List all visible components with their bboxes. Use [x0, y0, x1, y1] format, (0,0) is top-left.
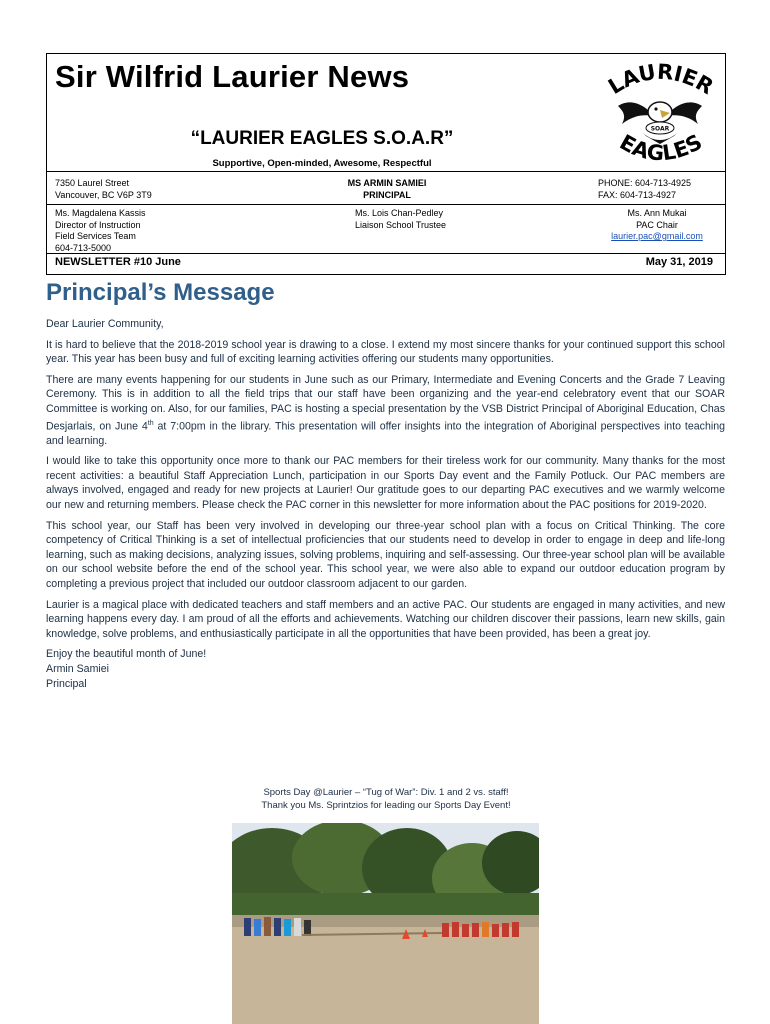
section-heading: Principal’s Message	[46, 279, 275, 306]
paragraph: Laurier is a magical place with dedicated teachers and staff members and an active PAC. Our students are engaged in many activities, and new learning happens every day. I am proud of all the efforts and achievements. Watching our children discover their passions, learn new skills, gain knowledge, solve problems, and enthusiastically participate in all the opportunities that have been provided, has been a great joy.	[46, 598, 725, 640]
svg-text:SOAR: SOAR	[650, 125, 670, 133]
header-divider	[47, 204, 725, 205]
svg-text:LAURIER: LAURIER	[604, 59, 718, 100]
events-paragraph: There are many events happening for our students in June such as our Primary, Intermediate and Evening Concerts and the Grade 7 Leaving Ceremony. This is in addition to all the field trips that our staff have been organizing and the year-end celebratory event that our SOAR Committee is working on. Also, for our families, PAC is hosting a special presentation by the VSB District Principal of Aboriginal Education, Chas Desjarlais, on June 4th at 7:00pm in the library. This presentation will offer insights into the integration of Aboriginal perspectives into teaching and learning.	[46, 373, 725, 447]
newsletter-date: May 31, 2019	[645, 256, 713, 268]
svg-text:EAGLES: EAGLES	[615, 129, 707, 166]
signature: Enjoy the beautiful month of June! Armin Samiei Principal	[46, 648, 207, 690]
photo-caption: Sports Day @Laurier – “Tug of War”: Div. 1 and 2 vs. staff! Thank you Ms. Sprintzios for leading our Sports Day Event!	[261, 787, 511, 811]
paragraph: It is hard to believe that the 2018-2019 school year is drawing to a close. I extend my most sincere thanks for your continued support this school year. This year has been busy and full of exciting learning activities offering our students many opportunities.	[46, 338, 725, 366]
school-motto: “LAURIER EAGLES S.O.A.R”	[190, 128, 454, 149]
principal-message	[46, 317, 725, 691]
header-divider	[47, 253, 725, 254]
newsletter-title: Sir Wilfrid Laurier News	[55, 59, 410, 94]
laurier-eagles-logo	[598, 58, 722, 174]
school-values: Supportive, Open-minded, Awesome, Respectful	[212, 158, 432, 169]
sports-day-photo	[232, 823, 539, 1024]
trustee-block: Ms. Lois Chan-Pedley Liaison School Trustee	[355, 208, 447, 230]
pac-block: Ms. Ann Mukai PAC Chair laurier.pac@gmail.com	[611, 208, 703, 241]
pac-email-link[interactable]: laurier.pac@gmail.com	[611, 231, 703, 241]
paragraph: This school year, our Staff has been very involved in developing our three-year school plan with a focus on Critical Thinking. The core competency of Critical Thinking is a set of intellectual proficiencies that our students need to develop in order to engage in deep and life-long learning, such as making decisions, analyzing issues, solving problems, inquiring and self-assessing. Our three-year school plan will be available on our school website before the end of the school year. This school year, we were also able to expand our outdoor education program by completing a previous project that included our outdoor classroom adjacent to our garden.	[46, 519, 725, 591]
newsletter-number: NEWSLETTER #10 June	[55, 256, 181, 268]
director-block: Ms. Magdalena Kassis Director of Instruction Field Services Team 604-713-5000	[55, 208, 146, 253]
contact-phone-fax: PHONE: 604-713-4925 FAX: 604-713-4927	[598, 178, 692, 200]
principal-block: MS ARMIN SAMIEI PRINCIPAL	[347, 178, 427, 200]
greeting: Dear Laurier Community,	[46, 318, 164, 330]
masthead	[46, 53, 726, 275]
school-address: 7350 Laurel Street Vancouver, BC V6P 3T9	[55, 178, 152, 200]
header-divider	[47, 171, 725, 172]
paragraph: I would like to take this opportunity once more to thank our PAC members for their tireless work for our community. Many thanks for the most recent activities: a beautiful Staff Appreciation Lunch, participation in our Sports Day event and the Family Potluck. Our PAC members are always involved, engaged and ready for new projects at Laurier! Our gratitude goes to our departing PAC executives and we warmly welcome our new and returning members. Please check the PAC corner in this newsletter for more information about the PAC positions for 2019-2020.	[46, 455, 725, 512]
